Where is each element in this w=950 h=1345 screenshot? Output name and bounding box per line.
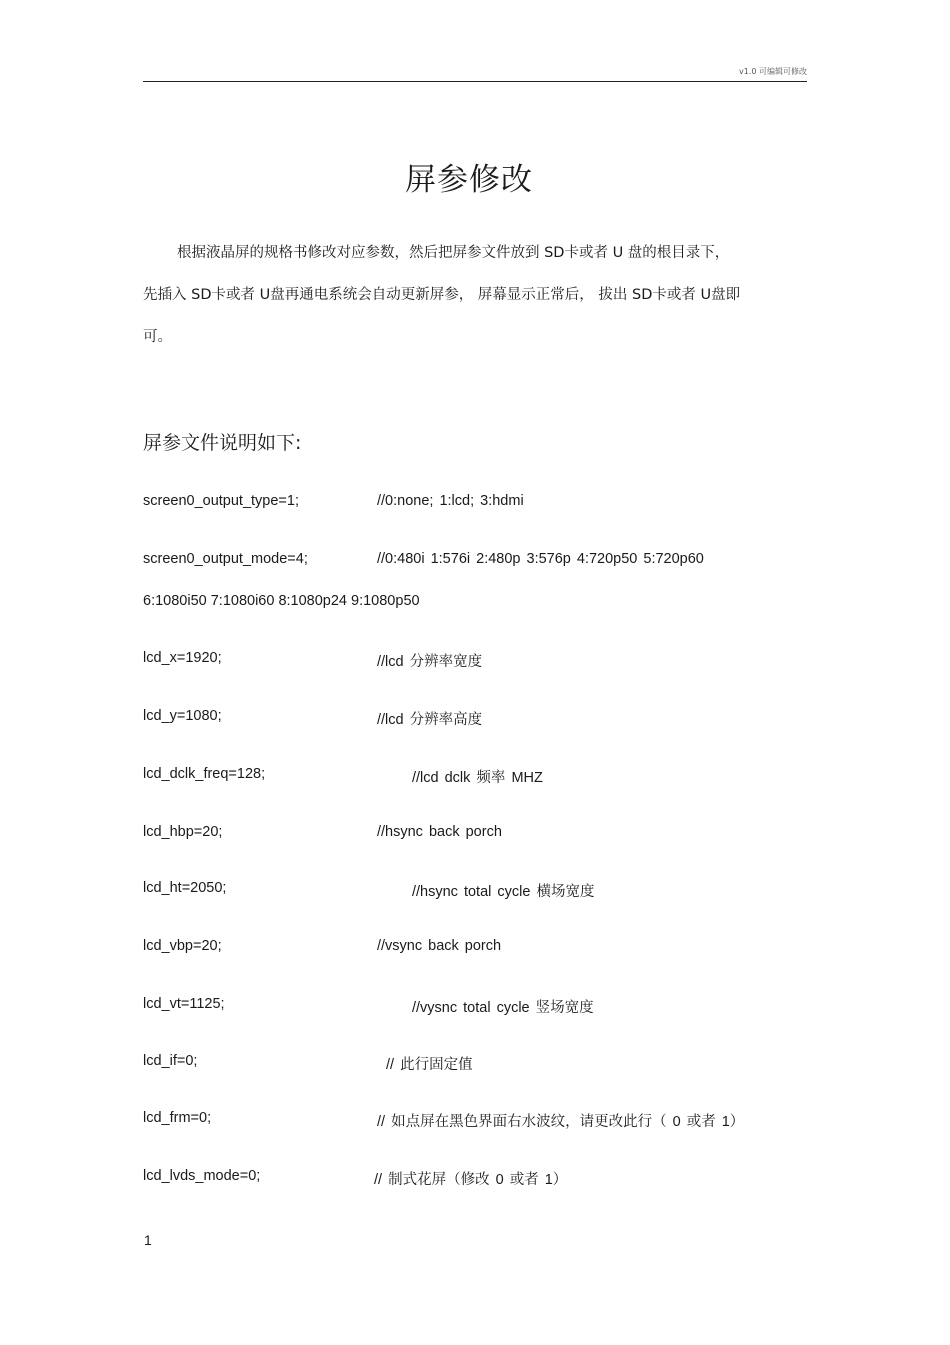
param-comment: // 此行固定值 — [386, 1057, 473, 1073]
intro-line-2: 先插入 SD卡或者 U盘再通电系统会自动更新屏参， 屏幕显示正常后， 拔出 SD卡或者 U盘即 — [143, 287, 741, 303]
param-key: lcd_frm=0; — [143, 1110, 212, 1126]
param-comment: //vysnc total cycle 竖场宽度 — [412, 1000, 594, 1016]
intro-line-3: 可。 — [143, 329, 172, 345]
param-key: lcd_hbp=20; — [143, 824, 223, 840]
page-number: 1 — [144, 1232, 152, 1248]
param-comment: //lcd dclk 频率 MHZ — [412, 770, 543, 786]
header-note: v1.0 可编辑可修改 — [739, 67, 807, 76]
header-divider — [143, 81, 807, 82]
param-key: lcd_y=1080; — [143, 708, 222, 724]
param-comment: //0:none; 1:lcd; 3:hdmi — [377, 493, 524, 509]
param-key: lcd_if=0; — [143, 1053, 198, 1069]
param-key: lcd_dclk_freq=128; — [143, 766, 266, 782]
param-comment: //hsync total cycle 横场宽度 — [412, 884, 595, 900]
section-heading: 屏参文件说明如下: — [143, 432, 302, 454]
param-comment: //vsync back porch — [377, 938, 502, 954]
param-key: lcd_x=1920; — [143, 650, 222, 666]
param-key: lcd_vt=1125; — [143, 996, 225, 1012]
param-comment: //0:480i 1:576i 2:480p 3:576p 4:720p50 5:720p60 — [377, 551, 704, 567]
param-key: lcd_lvds_mode=0; — [143, 1168, 261, 1184]
param-key: screen0_output_mode=4; — [143, 551, 308, 567]
param-key: lcd_vbp=20; — [143, 938, 222, 954]
intro-line-1: 根据液晶屏的规格书修改对应参数，然后把屏参文件放到 SD卡或者 U 盘的根目录下， — [177, 245, 730, 261]
param-comment-continuation: 6:1080i50 7:1080i60 8:1080p24 9:1080p50 — [143, 593, 420, 609]
page-title: 屏参修改 — [405, 162, 533, 198]
param-key: lcd_ht=2050; — [143, 880, 227, 896]
param-comment: //hsync back porch — [377, 824, 502, 840]
param-comment: // 如点屏在黑色界面右水波纹，请更改此行（ 0 或者 1） — [377, 1114, 745, 1130]
param-comment: // 制式花屏（修改 0 或者 1） — [374, 1172, 568, 1188]
param-comment: //lcd 分辨率宽度 — [377, 654, 483, 670]
param-key: screen0_output_type=1; — [143, 493, 299, 509]
param-comment: //lcd 分辨率高度 — [377, 712, 483, 728]
